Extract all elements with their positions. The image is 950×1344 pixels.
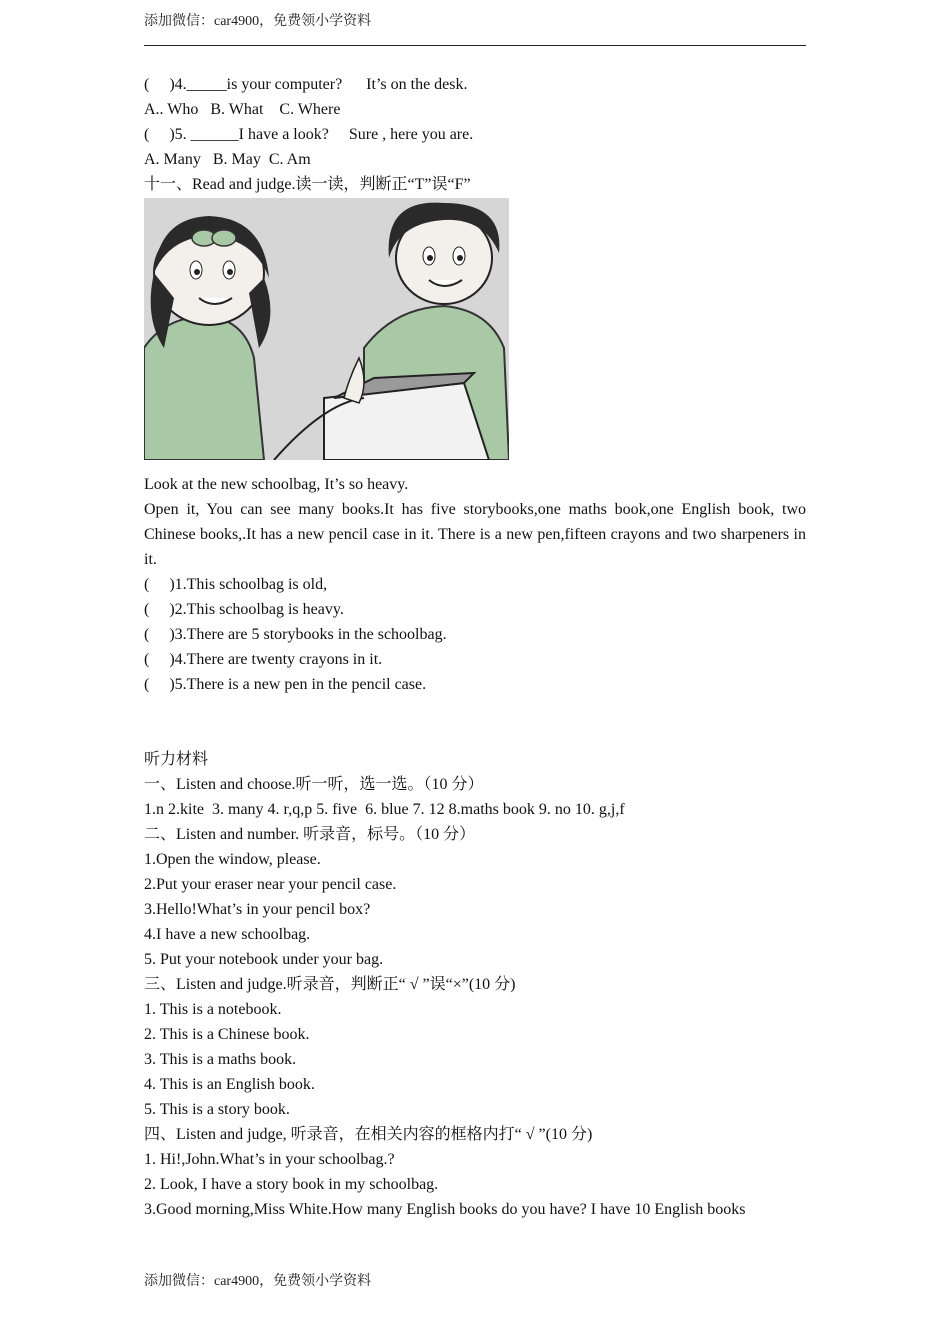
listening-title: 听力材料 (144, 751, 209, 768)
list-item: 1. This is a notebook. (144, 1001, 282, 1018)
judge-item: ( )3.There are 5 storybooks in the schoolbag. (144, 626, 447, 643)
list-item: 3.Hello!What’s in your pencil box? (144, 901, 371, 918)
cartoon-illustration (144, 198, 509, 460)
list-item: 5. Put your notebook under your bag. (144, 951, 384, 968)
list-item: 3. This is a maths book. (144, 1051, 297, 1068)
judge-item: ( )1.This schoolbag is old, (144, 576, 328, 593)
section-title-read-and-judge: 十一、Read and judge.读一读，判断正“T”误“F” (144, 176, 471, 193)
question-5-options: A. Many B. May C. Am (144, 151, 311, 168)
list-item: 1. Hi!,John.What’s in your schoolbag.? (144, 1151, 395, 1168)
page-header: 添加微信：car4900，免费领小学资料 (144, 14, 372, 29)
listening-part4-title: 四、Listen and judge, 听录音，在相关内容的框格内打“ √ ”(10 分) (144, 1126, 593, 1143)
section-spacer (144, 697, 806, 747)
list-item: 4.I have a new schoolbag. (144, 926, 311, 943)
listening-part1-answers: 1.n 2.kite 3. many 4. r,q,p 5. five 6. blue 7. 12 8.maths book 9. no 10. g,j,f (144, 801, 625, 818)
question-4-options: A.. Who B. What C. Where (144, 101, 341, 118)
list-item: 2. This is a Chinese book. (144, 1026, 310, 1043)
list-item: 1.Open the window, please. (144, 851, 321, 868)
list-item: 2. Look, I have a story book in my schoolbag. (144, 1176, 439, 1193)
judge-item: ( )5.There is a new pen in the pencil case. (144, 676, 427, 693)
passage-paragraph: Open it, You can see many books.It has five storybooks,one maths book,one English book, two Chinese books,.It has a new pencil case in it. There is a new pen,fifteen crayons and two sharpeners in it. (144, 501, 806, 568)
judge-item: ( )4.There are twenty crayons in it. (144, 651, 383, 668)
header-divider (144, 45, 806, 46)
judge-item: ( )2.This schoolbag is heavy. (144, 601, 344, 618)
passage-line-1: Look at the new schoolbag, It’s so heavy. (144, 476, 409, 493)
question-5: ( )5. ______I have a look? Sure , here you are. (144, 126, 474, 143)
list-item: 4. This is an English book. (144, 1076, 315, 1093)
question-4: ( )4._____is your computer? It’s on the desk. (144, 76, 468, 93)
list-item: 5. This is a story book. (144, 1101, 290, 1118)
listening-part2-title: 二、Listen and number. 听录音，标号。（10 分） (144, 826, 476, 843)
list-item: 3.Good morning,Miss White.How many English books do you have? I have 10 English books (144, 1201, 746, 1218)
page-footer: 添加微信：car4900，免费领小学资料 (144, 1274, 372, 1289)
cartoon-illustration-icon (144, 198, 509, 460)
listening-part3-title: 三、Listen and judge.听录音，判断正“ √ ”误“×”(10 分) (144, 976, 516, 993)
document-body (144, 72, 806, 1222)
list-item: 2.Put your eraser near your pencil case. (144, 876, 397, 893)
listening-part1-title: 一、Listen and choose.听一听，选一选。（10 分） (144, 776, 484, 793)
